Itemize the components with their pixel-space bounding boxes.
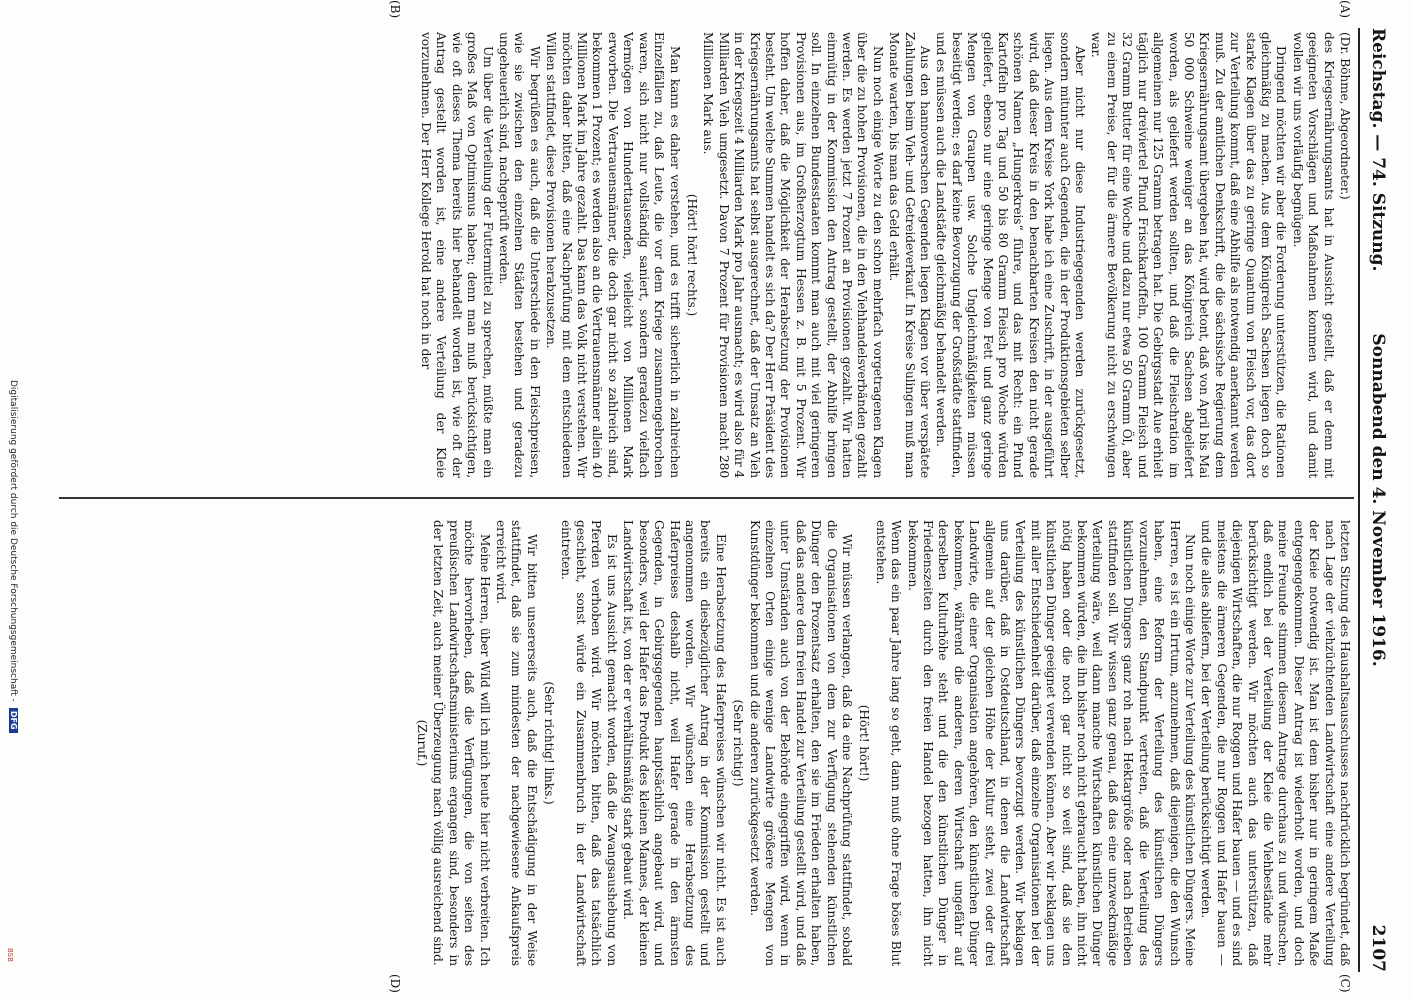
paragraph: Nun noch einige Worte zur Verteilung des künstlichen Düngers. Meine Herren, es ist ein Irrtum, anzunehmen, daß diejenigen, die den Wunsch haben, eine Reform der Verteilung des künstlichen Düngers vorzunehmen, den Standpunkt vertreten, daß die Verteilung des künstlichen Düngers ganz roh nach Hektargröße oder nach Betrieben stattfinden soll. Wir wissen ganz genau, daß das eine unzweckmäßige Verteilung wäre, weil dann manche Wirtschaften künstlichen Dünger bekommen würden, die ihn bisher noch nicht gebraucht haben, ihn nicht nötig haben oder die noch gar nicht so weit sind, daß sie den künstlichen Dünger geeignet verwenden können. Aber wir beklagen uns mit aller Entschiedenheit darüber, daß einzelne Organisationen bei der Verteilung des künstlichen Düngers bevorzugt werden. Wir beklagen uns darüber, daß in Ostdeutschland, in denen die Landwirtschaft allgemein auf der gleichen Höhe der Kultur steht, zwei oder drei Landwirte, die einer Organisation angehören, den künstlichen Dünger bekommen, während die anderen, deren Wirtschaft ungefähr auf derselben Kulturhöhe steht und die den künstlichen Dünger in Friedenszeiten durch den freien Handel bezogen hatten, ihn nicht bekommen. [905, 520, 1197, 966]
paragraph: Meine Herren, über Wild will ich mich heute hier nicht verbreiten. Ich möchte hervorheben, daß die Verfügungen, die von seiten des preußischen Landwirtschaftsministeriums ergangen sind, besonders in der letzten Zeit, auch meiner Überzeugung nach völlig ausreichend sind. [431, 520, 492, 966]
interjection: (Sehr richtig!) [731, 699, 746, 787]
corner-mark: BSB [6, 948, 14, 962]
page-header [1362, 28, 1388, 972]
page-number: 2107 [1368, 924, 1388, 972]
interjection: (Hört! hört! rechts.) [684, 193, 699, 317]
paragraph: Wir begrüßen es auch, daß die Unterschiede in den Fleischpreisen, wie sie zwischen den einzelnen Städten bestehen und geradezu ungeheuerlich sind, nachgeprüft werden. [497, 32, 542, 478]
paragraph: Aber nicht nur diese Industriegegenden werden zurückgesetzt, sondern mitunter auch Gegenden, die in der Produktionsgebieten selber liegen. Aus dem Kreise York habe ich eine Zuschrift, in der ausgeführt wird, daß dieser Kreis in den benachbarten Kreisen den nicht gerade schönen Namen „Hungerkreis“ führe, und das mit Recht: ein Pfund Kartoffeln pro Tag und 50 bis 80 Gramm Fleisch pro Woche würden geliefert, ebenso nur eine geringe Menge von Fett und ganz geringe Mengen von Graupen usw. Solche Ungleichmäßigkeiten müssen beseitigt werden; es darf keine Bevorzugung der Großstädte stattfinden, und es müssen auch die Landstädte gleichmäßig behandelt werden. [934, 32, 1088, 478]
interjection: (Hört! hört!) [857, 704, 872, 782]
right-column [62, 520, 1352, 966]
footer [8, 380, 18, 733]
interjection: (Sehr richtig! links.) [542, 681, 557, 805]
paragraph: Wir müssen verlangen, daß da eine Nachprüfung stattfindet, sobald die Organisationen von dem zur Verfügung stehenden künstlichen Dünger den Prozentsatz erhalten, den sie im Frieden erhalten haben, daß das andere dem freien Handel zur Verteilung gestellt wird, und daß unter Umständen auch von der Behörde eingegriffen wird, wenn in einzelnen Orten einige wenige Landwirte größere Mengen von Kunstdünger bekommen und die anderen zurückgesetzt werden. [747, 520, 854, 966]
left-column [62, 32, 1352, 478]
paragraph: Es ist uns Aussicht gemacht worden, daß die Zwangsaushebung von Pferden verhoben wird. Wir möchten bitten, daß das tatsächlich geschieht, sonst würde ein Zusammenbruch in der Landwirtschaft eintreten. [558, 520, 619, 966]
interjection: (Zuruf.) [415, 719, 430, 767]
margin-marker-b: (B) [388, 0, 402, 19]
column-divider [59, 497, 1354, 499]
paragraph: Dringend möchten wir aber die Forderung unterstützen, die Rationen gleichmäßig zu machen. Aus dem Königreich Sachsen liegen doch so starke Klagen über das zu geringe Quantum von Fleisch vor, das dort zur Verteilung kommt, daß eine Abhilfe als notwendig anerkannt werden muß. Zu der amtlichen Denkschrift, die die sächsische Regierung dem Kriegsernährungsamt übergeben hat, wird betont, daß von April bis Mai 50 000 Schweine weniger an das Königreich Sachsen abgeliefert worden, als geliefert werden sollten, und daß die Fleischration im allgemeinen nur 125 Gramm betragen hat. Die Gebirgsstadt Aue erhielt täglich nur dreiviertel Pfund Frischkartoffeln, 100 Gramm Fleisch und 32 Gramm Butter für eine Woche und dazu nur etwa 50 Gramm Öl, aber zu einem Preise, der für die ärmere Bevölkerung nicht zu erschwingen war. [1089, 32, 1289, 478]
margin-marker-c: (C) [1338, 974, 1352, 993]
paragraph: Nun noch einige Worte zu den schon mehrfach vorgetragenen Klagen über die zu hohen Provisionen, die in den Viehhandelsverbänden gezahlt werden. Es werden jetzt 7 Prozent an Provisionen gezahlt. Wir hatten einmütig in der Kommission den Antrag gestellt, der Abhilfe bringen soll. In einzelnen Bundesstaaten kommt man auch mit viel geringeren Provisionen aus, im Großherzogtum Hessen z. B. mit 5 Prozent. Wir hoffen daher, daß die Möglichkeit der Herabsetzung der Provisionen besteht. Um welche Summen handelt es sich da? Der Herr Präsident des Kriegsernährungsamts hat selbst ausgerechnet, daß der Umsatz an Vieh in der Kriegszeit 4 Milliarden Mark pro Jahr ausmacht; es wird also für 4 Milliarden Vieh umgesetzt. Davon 7 Prozent für Provisionen macht 280 Millionen Mark aus. [701, 32, 885, 478]
header-rule [1358, 28, 1360, 972]
header-center: Sonnabend den 4. November 1916. [1368, 333, 1388, 667]
paragraph: letzten Sitzung des Haushaltsausschusses nachdrücklich begründet, daß nach Lage der viehzüchtenden Landwirtschaft eine andere Verteilung der Kleie notwendig ist. Man ist dem bisher nur in geringem Maße entgegengekommen. Dieser Antrag ist wiederholt worden, und doch meine Freunde stimmen diesem Antrage durchaus zu und wünschen, daß endlich bei der Verteilung der Kleie die Viehbestände mehr berücksichtigt werden. Wir möchten auch das unterstützen, daß diejenigen Wirtschaften, die nur Roggen und Hafer bauen — und es sind meistens die ärmeren Gegenden, die nur Roggen und Hafer bauen — und die alles abliefern, bei der Verteilung berücksichtigt werden. [1199, 520, 1352, 966]
paragraph: (Dr. Böhme, Abgeordneter.) [1338, 32, 1352, 200]
paragraph: Wenn das ein paar Jahre lang so geht, dann muß ohne Frage böses Blut entstehen. [873, 520, 904, 966]
paragraph: Eine Herabsetzung des Haferpreises wünschen wir nicht. Es ist auch bereits ein diesbezüglicher Antrag in der Kommission gestellt und angenommen worden. Wir wünschen eine Herabsetzung des Haferpreises deshalb nicht, weil Hafer gerade in den ärmsten Gegenden, in Gebirgsgegenden hauptsächlich angebaut wird, und besonders, weil der Hafer das Produkt des kleinen Mannes, der kleinen Landwirtschaft ist, von der er verhältnismäßig stark gebaut wird. [621, 520, 728, 966]
header-left: Reichstag. — 74. Sitzung. [1368, 28, 1388, 272]
dfg-logo: DFG [9, 708, 18, 733]
paragraph: Aus den hannoverschen Gegenden liegen Klagen vor über verspätete Zahlungen beim Vieh- und Getreideverkauf. In Kreise Sulingen muß man Monate warten, bis man das Geld erhält. [887, 32, 933, 478]
margin-marker-d: (D) [388, 974, 402, 993]
footer-text: Digitalisierung gefördert durch die Deutsche Forschungsgemeinschaft - [8, 380, 18, 702]
margin-marker-a: (A) [1338, 0, 1352, 19]
paragraph: Um über die Verteilung der Futtermittel zu sprechen, müßte man ein großes Maß von Optimismus haben; denn man muß berücksichtigen, wie oft dieses Thema bereits hier behandelt worden ist, wie oft der Antrag gestellt worden ist, eine andere Verteilung der Kleie vorzunehmen. Der Herr Kollege Herold hat noch in der [419, 32, 495, 478]
paragraph: des Kriegsernährungsamts hat in Aussicht gestellt, daß er denn mit geeigneten Vorschlägen und Maßnahmen kommen wird, und damit wollen wir uns vorläufig begnügen. [1290, 32, 1336, 478]
paragraph: Wir bitten unsererseits auch, daß die Entschädigung in der Weise stattfindet, daß sie zum mindesten der nachgewiesene Ankaufspreis erreicht wird. [494, 520, 539, 966]
paragraph: Man kann es daher verstehen, und es trifft sicherlich in zahlreichen Einzelfällen zu, daß Leute, die vor dem Kriege zusammengebrochen waren, sich nicht nur vollständig saniert, sondern geradezu vielfach Vermögen von Hunderttausenden, vielleicht von Millionen Mark erworben. Die Vertrauensmänner, die doch gar nicht so zahlreich sind, bekommen 1 Prozent; es werden also an die Vertrauensmänner allein 40 Millionen Mark im Jahre gezahlt. Das kann das Volk nicht verstehen. Wir möchten daher bitten, daß eine Nachprüfung mit dem entschiedenen Willen stattfindet, diese Provisionen herabzusetzen. [544, 32, 682, 478]
